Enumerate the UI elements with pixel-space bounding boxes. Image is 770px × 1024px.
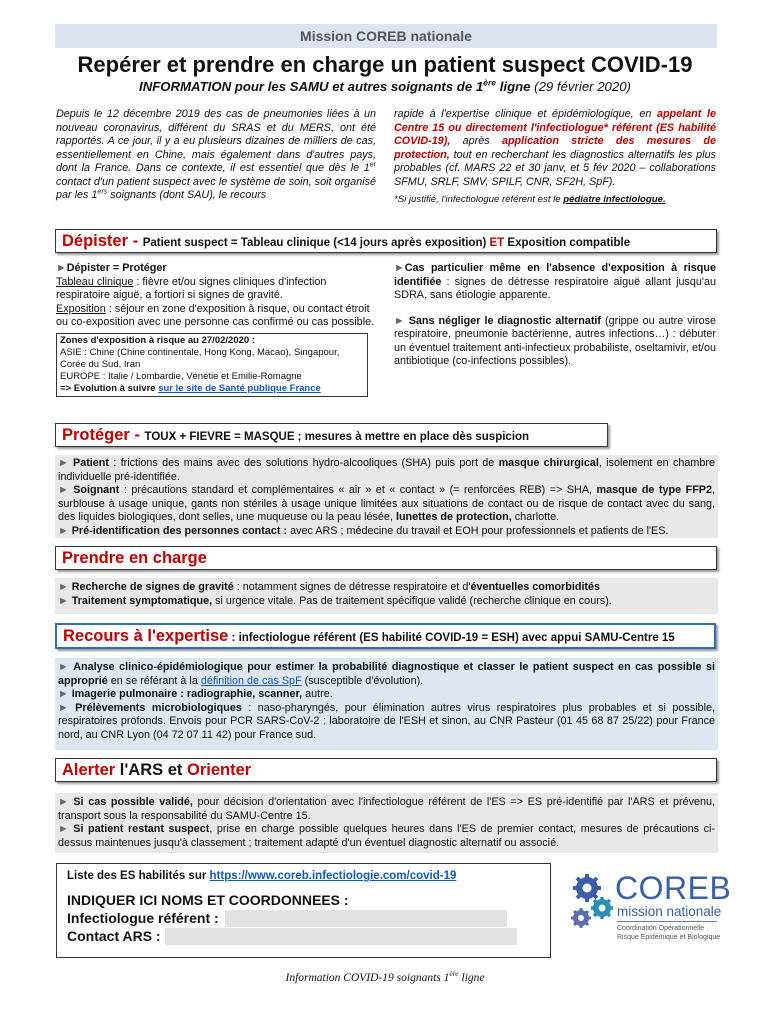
triangle-icon: ►	[58, 581, 72, 593]
section-header-proteger: Protéger - TOUX + FIEVRE = MASQUE ; mesures à mettre en place dès suspicion	[55, 423, 608, 447]
triangle-icon: ►	[394, 262, 405, 274]
zones-exposition-box: Zones d'exposition à risque au 27/02/2020 : ASIE : Chine (Chine continentale, Hong Kong, Macao), Singapour, Corée du Sud, Iran EUROPE : Italie / Lombardie, Vénétie et Emilie-Romagne => Evolution à suivre sur le site de Santé publique France	[56, 333, 368, 397]
triangle-icon: ►	[58, 661, 74, 673]
definition-cas-link[interactable]: définition de cas SpF	[200, 674, 302, 687]
spf-link[interactable]: sur le site de Santé publique France	[158, 382, 321, 394]
proteger-body: ► Patient : frictions des mains avec des solutions hydro-alcooliques (SHA) puis port de masque chirurgical, isolement en chambre individuelle pré-identifiée. ► Soignant : précautions standard et complémentaires « air » et « contact » (= renforcées REB) => SHA, masque de type FFP2, surblouse à usage unique, gants non stériles à usage unique limitées aux situations de contact ou de risque de contact avec du sang, des liquides biologiques, dont selles, une muqueuse ou la peau lésée, lunettes de protection, charlotte. ► Pré-identification des personnes contact : avec ARS ; médecine du travail et EOH pour professionnels et patients de l'ES.	[55, 455, 718, 538]
prendre-body: ► Recherche de signes de gravité : notamment signes de détresse respiratoire et d'éventuelles comorbidités ► Traitement symptomatique, si urgence vitale. Pas de traitement spécifique validé (recherche clinique en cours).	[55, 578, 718, 614]
triangle-icon: ►	[58, 823, 74, 835]
triangle-icon: ►	[394, 314, 409, 327]
logo-divider	[617, 921, 717, 922]
section-header-recours: Recours à l'expertise : infectiologue référent (ES habilité COVID-19 = ESH) avec appui SAMU-Centre 15	[55, 623, 716, 649]
section-header-alerter: Alerter l'ARS et Orienter	[55, 758, 717, 782]
section-header-depister: Dépister - Patient suspect = Tableau clinique (<14 jours après exposition) ET Exposition compatible	[55, 229, 717, 253]
logo-tagline: Coordination Opérationnelle Risque Epidémique et Biologique	[617, 925, 721, 941]
triangle-icon: ►	[58, 701, 76, 714]
indiquer-heading: INDIQUER ICI NOMS ET COORDONNEES :	[67, 892, 349, 908]
logo-name: COREB	[615, 870, 732, 906]
depister-left: ►Dépister = Protéger Tableau clinique : fièvre et/ou signes cliniques d'infection respiratoire aiguë, a fortiori si signes de gravité. Exposition : séjour en zone d'exposition à risque, ou contact étroit ou co-exposition avec une personne cas confirmé ou cas possible. Zones d'exposition à risque au 27/02/2020 : ASIE : Chine (Chine continentale, Hong Kong, Macao), Singapour, Corée du Sud, Iran EUROPE : Italie / Lombardie, Vénétie et Emilie-Romagne => Evolution à suivre sur le site de Santé publique France	[56, 262, 376, 397]
section-header-prendre-en-charge: Prendre en charge	[55, 546, 717, 570]
page-title: Repérer et prendre en charge un patient suspect COVID-19	[77, 52, 693, 77]
coreb-logo	[567, 866, 732, 961]
contact-box: Liste des ES habilités sur https://www.coreb.infectiologie.com/covid-19 INDIQUER ICI NOMS ET COORDONNEES : Infectiologue référent : Contact ARS :	[56, 863, 551, 958]
triangle-icon: ►	[58, 688, 72, 700]
page-subtitle: INFORMATION pour les SAMU et autres soignants de 1ère ligne (29 février 2020)	[139, 77, 631, 94]
intro-note: *Si justifié, l'infectiologue référent est le pédiatre infectiologue.	[394, 194, 666, 205]
infectiologue-field[interactable]	[225, 910, 507, 927]
infectiologue-row: Infectiologue référent :	[67, 909, 540, 927]
triangle-icon: ►	[58, 594, 72, 607]
triangle-icon: ►	[58, 796, 74, 808]
coreb-covid-link[interactable]: https://www.coreb.infectiologie.com/covid-19	[209, 870, 457, 882]
gears-icon	[567, 866, 617, 936]
triangle-icon: ►	[56, 262, 67, 274]
intro-right-text: rapide à l'expertise clinique et épidémiologique, en appelant le Centre 15 ou directement l'infectiologue* référent (ES habilité COVID-19), après application stricte des mesures de protection, tout en recherchant les diagnostics alternatifs les plus probables (cf. MARS 22 et 30 janv, et 5 fév 2020 – collaborations SFMU, SRLF, SMV, SPILF, CNR, SF2H, SpF). *Si justifié, l'infectiologue référent est le pédiatre infectiologue.	[394, 108, 716, 205]
triangle-icon: ►	[58, 524, 72, 537]
recours-body: ► Analyse clinico-épidémiologique pour estimer la probabilité diagnostique et classer le patient suspect en cas possible si approprié en se référant à la définition de cas SpF (susceptible d'évolution). ► Imagerie pulmonaire : radiographie, scanner, autre. ► Prélèvements microbiologiques : naso-pharyngés, pour élimination autres virus respiratoires plus probables et si possible, respiratoires profonds. Envois pour PCR SARS-CoV-2 : laboratoire de l'ESH et sinon, au CNR Pasteur (01 45 68 87 25/22) pour France nord, au CNR Lyon (04 72 07 11 42) pour France sud.	[55, 658, 718, 750]
alerter-body: ► Si cas possible validé, pour décision d'orientation avec l'infectiologue référent de l'ES => ES pré-identifié par l'ARS et prévenu, transport sous la responsabilité du SAMU-Centre 15. ► Si patient restant suspect, prise en charge possible quelques heures dans l'ES de premier contact, mesures de précautions ci-dessus maintenues jusqu'à classement ; traitement adapté d'un éventuel diagnostic alternatif ou associé.	[55, 793, 718, 853]
triangle-icon: ►	[58, 484, 74, 496]
mission-banner: Mission COREB nationale	[55, 24, 717, 48]
triangle-icon: ►	[58, 457, 73, 469]
ars-row: Contact ARS :	[67, 927, 540, 945]
page-footer: Information COVID-19 soignants 1ère ligne	[285, 969, 485, 984]
ars-contact-field[interactable]	[165, 928, 517, 945]
intro-left-text: Depuis le 12 décembre 2019 des cas de pneumonies liées à un nouveau coronavirus, différent du SRAS et du MERS, ont été rapportés. A ce jour, il y a eu plusieurs dizaines de milliers de cas, essentiellement en Chine, mais également dans d'autres pays, dont la France. Dans ce contexte, il est essentiel que dès le 1er contact d'un patient suspect avec le système de soin, soit organisé par les 1ers soignants (dont SAU), le recours	[56, 108, 376, 201]
depister-right: ►Cas particulier même en l'absence d'exposition à risque identifiée : signes de détresse respiratoire aiguë allant jusqu'au SDRA, sans étiologie apparente. ► Sans négliger le diagnostic alternatif (grippe ou autre virose respiratoire, pneumonie bactérienne, autres infections…) : débuter un éventuel traitement anti-infectieux probabiliste, oseltamivir, et/ou antibiotique (co-infections possibles).	[394, 262, 717, 367]
logo-subtitle: mission nationale	[617, 904, 722, 919]
